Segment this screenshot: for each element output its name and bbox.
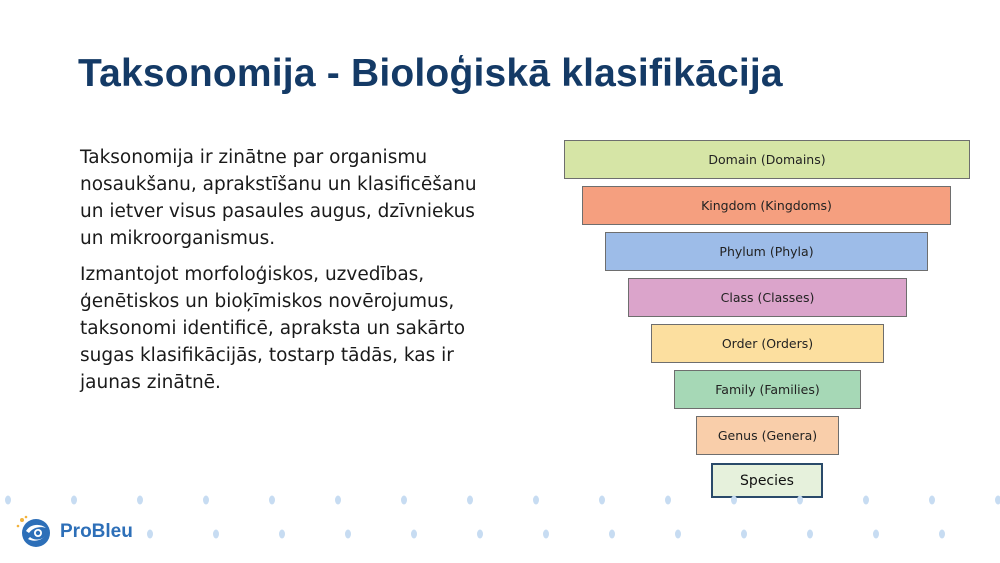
decorative-dot (335, 496, 341, 505)
decorative-dot (467, 496, 473, 505)
slide-title: Taksonomija - Bioloģiskā klasifikācija (78, 52, 783, 95)
logo-text: ProBleu (60, 521, 133, 542)
decorative-dot (609, 530, 615, 539)
decorative-dot (5, 496, 11, 505)
decorative-dot (741, 530, 747, 539)
decorative-dot (203, 496, 209, 505)
paragraph-2: Izmantojot morfoloģiskos, uzvedības, ģenētiskos un bioķīmiskos novērojumus, taksonomi identificē, apraksta un sakārto sugas klasifikācijās, tostarp tādās, kas ir jaunas zinātnē. (80, 264, 466, 393)
level-family: Family (Families) (674, 370, 861, 409)
decorative-dot (731, 496, 737, 505)
level-domain: Domain (Domains) (564, 140, 970, 179)
decorative-dot (543, 530, 549, 539)
decorative-dot (929, 496, 935, 505)
decorative-dot (71, 496, 77, 505)
decorative-dot (137, 496, 143, 505)
decorative-dot (477, 530, 483, 539)
body-text (80, 144, 500, 405)
probleu-logo (16, 514, 133, 550)
level-order: Order (Orders) (651, 324, 884, 363)
decorative-dot (675, 530, 681, 539)
decorative-dot (533, 496, 539, 505)
decorative-dot (599, 496, 605, 505)
decorative-dot (807, 530, 813, 539)
decorative-dot (147, 530, 153, 539)
decorative-dot (939, 530, 945, 539)
level-kingdom: Kingdom (Kingdoms) (582, 186, 951, 225)
level-genus: Genus (Genera) (696, 416, 839, 455)
probleu-logo-icon (16, 514, 54, 550)
decorative-dot (345, 530, 351, 539)
paragraph-1: Taksonomija ir zinātne par organismu nosaukšanu, aprakstīšanu un klasificēšanu un ietver visus pasaules augus, dzīvniekus un mikroorganismus. (80, 147, 477, 249)
decorative-dot (213, 530, 219, 539)
decorative-dot (863, 496, 869, 505)
decorative-dot (411, 530, 417, 539)
level-phylum: Phylum (Phyla) (605, 232, 928, 271)
decorative-dot (269, 496, 275, 505)
decorative-dot (401, 496, 407, 505)
decorative-dots-pattern (0, 490, 1000, 550)
decorative-dot (665, 496, 671, 505)
decorative-dot (873, 530, 879, 539)
level-species: Species (711, 463, 823, 498)
level-class: Class (Classes) (628, 278, 907, 317)
decorative-dot (797, 496, 803, 505)
decorative-dot (279, 530, 285, 539)
decorative-dot (995, 496, 1000, 505)
